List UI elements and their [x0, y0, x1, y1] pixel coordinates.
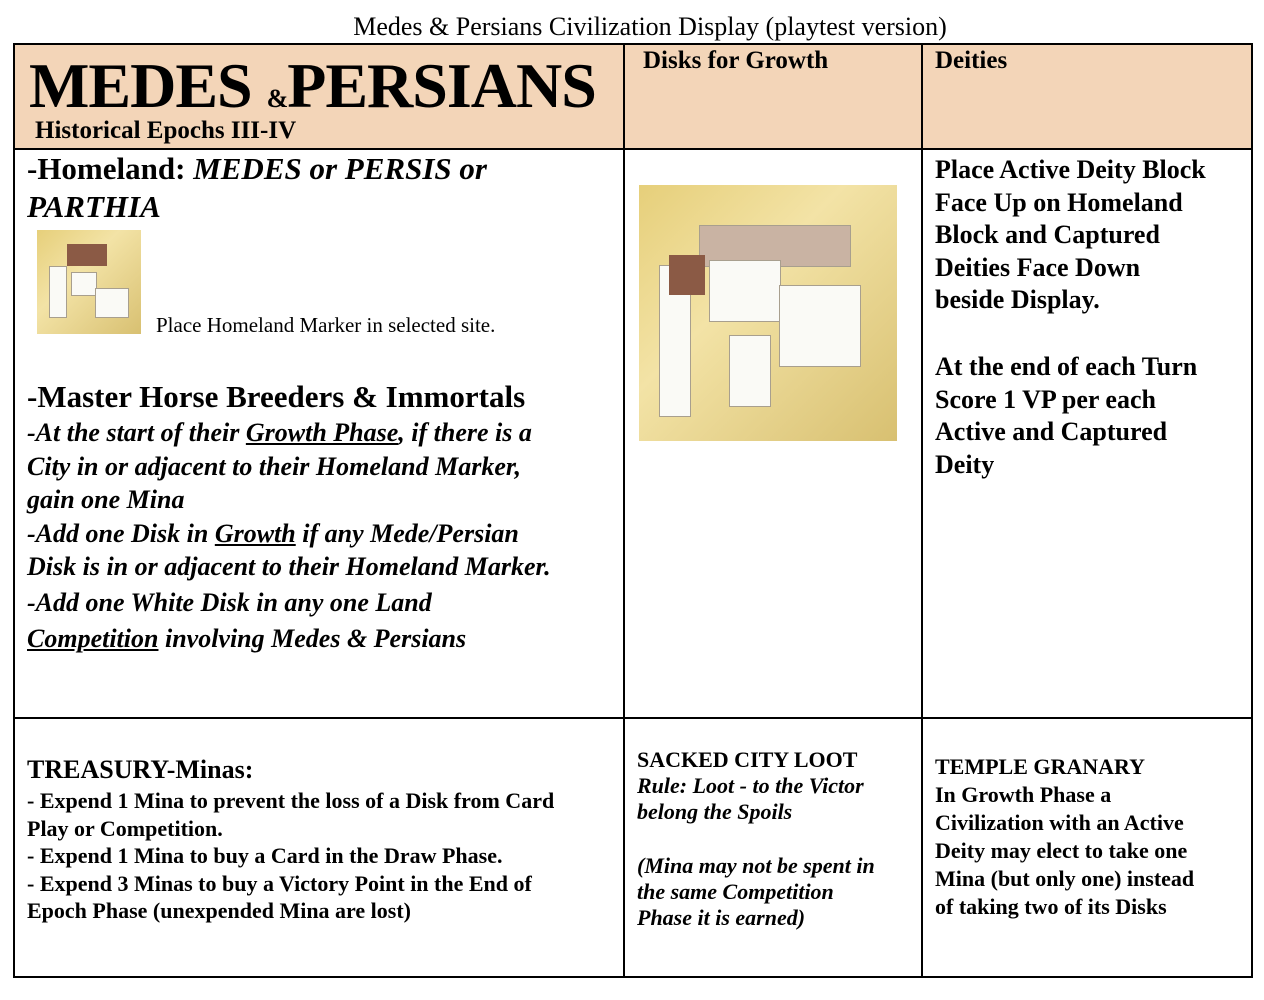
rule1-growth-phase: Growth Phase [245, 418, 399, 447]
text-line: In Growth Phase a [935, 782, 1112, 807]
epochs-subtitle: Historical Epochs III-IV [35, 117, 297, 144]
rule1-text-d: gain one Mina [27, 485, 185, 514]
text-line: Play or Competition. [27, 815, 223, 841]
text-line: At the end of each Turn [935, 352, 1198, 381]
text-line: Face Up on Homeland [935, 187, 1183, 217]
text-line: Rule: Loot - to the Victor [637, 773, 864, 798]
homeland-label: -Homeland: [27, 151, 194, 186]
palace-thumbnail-image [37, 230, 141, 334]
homeland-sites-2: PARTHIA [27, 189, 161, 224]
growth-header-label: Disks for Growth [643, 47, 829, 74]
deity-placement-text [935, 154, 1206, 317]
deity-scoring-text [935, 351, 1197, 481]
loot-title: SACKED CITY LOOT [637, 747, 858, 772]
text-line: Block and Captured [935, 220, 1160, 249]
civ-name-header [15, 45, 625, 150]
text-line: Deity [935, 449, 995, 479]
rule2-text-c: Disk is in or adjacent to their Homeland Marker. [27, 552, 551, 581]
rule3-competition: Competition [27, 623, 159, 653]
text-line: the same Competition [637, 879, 834, 904]
granary-cell [923, 719, 1251, 978]
treasury-title: TREASURY-Minas: [27, 755, 254, 784]
text-line: Active and Captured [935, 417, 1168, 446]
text-line: belong the Spoils [637, 799, 793, 824]
text-line: beside Display. [935, 285, 1100, 314]
rule1-text-b: , if there is a [398, 418, 532, 447]
growth-header [625, 45, 923, 150]
text-line: Phase it is earned) [637, 905, 806, 930]
growth-cell [625, 150, 923, 719]
text-line: Civilization with an Active [935, 810, 1184, 835]
abilities-title: -Master Horse Breeders & Immortals [27, 379, 526, 414]
text-line: - Expend 3 Minas to buy a Victory Point in the End of [27, 870, 532, 896]
rule1-text-c: City in or adjacent to their Homeland Marker, [27, 451, 522, 481]
homeland-heading [27, 150, 487, 226]
civilization-display-table [13, 43, 1253, 978]
rule2-growth: Growth [214, 518, 296, 548]
treasury-rules [27, 787, 554, 925]
loot-text [637, 747, 875, 931]
text-line: Deities Face Down [935, 252, 1141, 282]
document-title: Medes & Persians Civilization Display (playtest version) [353, 12, 947, 41]
granary-title: TEMPLE GRANARY [935, 754, 1146, 779]
granary-text [935, 753, 1194, 921]
rule3-text-b: involving Medes & Persians [158, 623, 467, 653]
title-amp: & [266, 84, 288, 113]
rule3-text: -Add one White Disk in any one Land [27, 587, 432, 617]
homeland-marker-text: Place Homeland Marker in selected site. [156, 313, 496, 337]
deities-header [923, 45, 1251, 150]
civ-title [29, 49, 596, 123]
deities-cell [923, 150, 1251, 719]
abilities-rules [27, 416, 551, 655]
homeland-sites: MEDES or PERSIS or [193, 151, 487, 186]
text-line: of taking two of its Disks [935, 894, 1167, 919]
rule2-text-b: if any Mede/Persian [295, 518, 519, 548]
text-line: (Mina may not be spent in [637, 853, 875, 878]
text-line: Deity may elect to take one [935, 838, 1188, 863]
rule2-text: -Add one Disk in [27, 518, 215, 548]
text-line: Epoch Phase (unexpended Mina are lost) [27, 898, 412, 923]
text-line: Mina (but only one) instead [935, 866, 1195, 891]
text-line: - Expend 1 Mina to buy a Card in the Draw Phase. [27, 843, 503, 868]
title-persians: PERSIANS [287, 50, 596, 121]
title-medes: MEDES [29, 50, 252, 121]
homeland-cell [15, 150, 625, 719]
deities-header-label: Deities [935, 47, 1008, 74]
text-line: Place Active Deity Block [935, 155, 1206, 184]
treasury-cell [15, 719, 625, 978]
palace-illustration-image [639, 185, 897, 441]
text-line: Score 1 VP per each [935, 384, 1156, 414]
rule1-text: -At the start of their [27, 418, 246, 447]
text-line: - Expend 1 Mina to prevent the loss of a Disk from Card [27, 788, 555, 813]
loot-cell [625, 719, 923, 978]
